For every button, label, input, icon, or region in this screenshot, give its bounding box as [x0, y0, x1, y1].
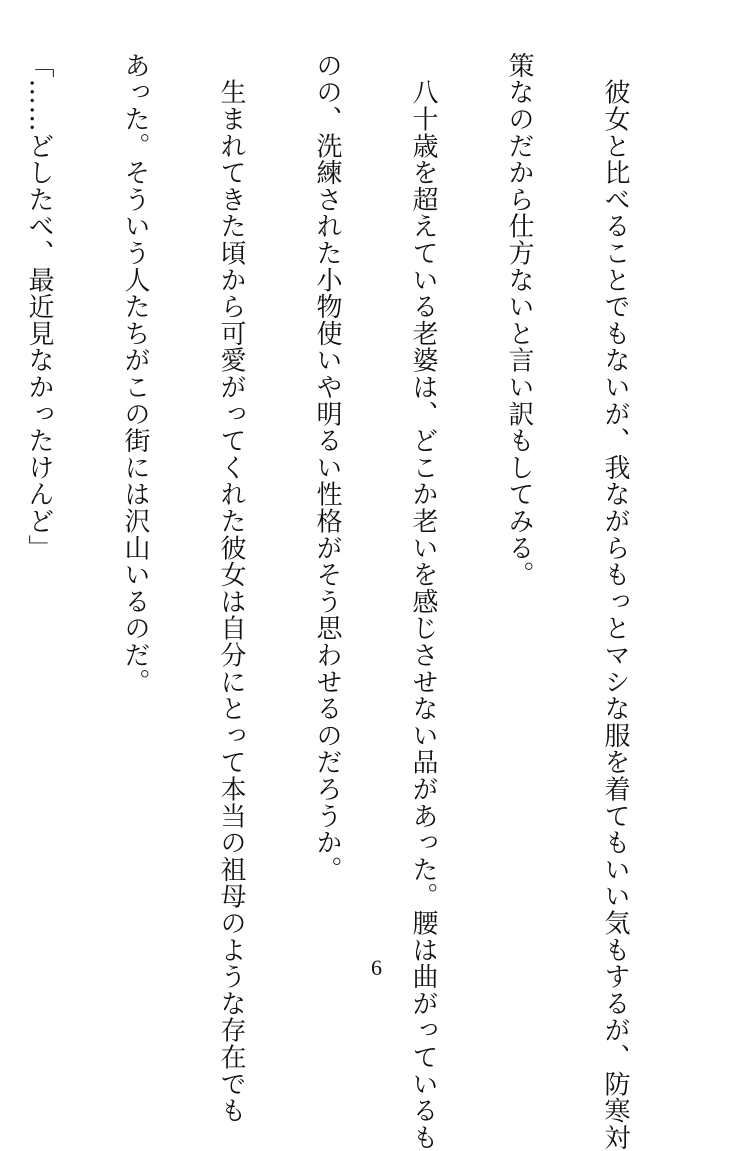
body-text: [0, 52, 695, 1151]
text-line: 彼女と比べることでもないが、我ながらもっとマシな服を着てもいい気もするが、防寒対: [600, 52, 630, 1151]
text-line: 策なのだから仕方ないと言い訳もしてみる。: [504, 52, 534, 588]
page-number: 6: [371, 955, 382, 980]
text-line: 八十歳を超えている老婆は、どこか老いを感じさせない品があった。腰は曲がっているも: [408, 52, 438, 1151]
text-line: 生まれてきた頃から可愛がってくれた彼女は自分にとって本当の祖母のような存在でも: [216, 52, 246, 1124]
text-line: のの、洗練された小物使いや明るい性格がそう思わせるのだろうか。: [312, 52, 342, 883]
text-line: 「……どしたべ、最近見なかったけんど」: [24, 52, 54, 562]
text-line: あった。そういう人たちがこの街には沢山いるのだ。: [120, 52, 150, 696]
